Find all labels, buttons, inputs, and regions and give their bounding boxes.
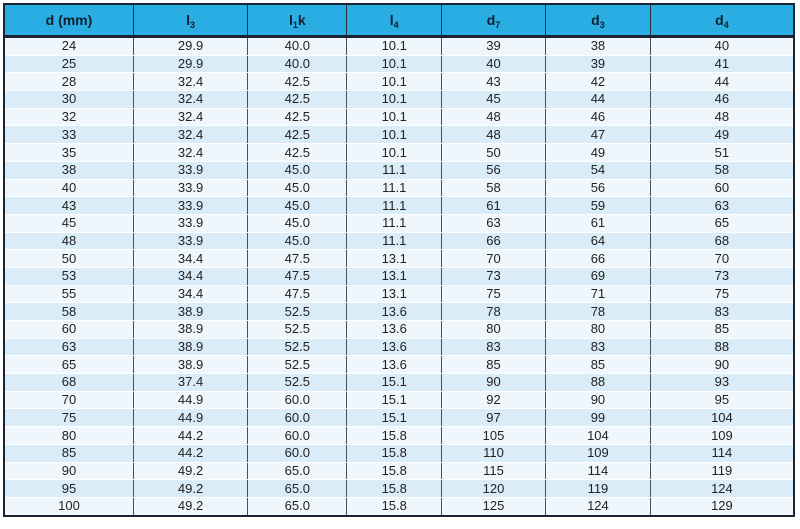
table-row	[5, 161, 793, 179]
table-cell: 32.4	[133, 144, 247, 162]
table-cell: 90	[650, 356, 793, 374]
table-cell: 32	[5, 108, 133, 126]
table-cell: 119	[546, 480, 651, 498]
table-cell: 29.9	[133, 55, 247, 73]
table-cell: 13.6	[347, 356, 442, 374]
table-cell: 75	[5, 409, 133, 427]
table-cell: 68	[650, 232, 793, 250]
table-cell: 10.1	[347, 91, 442, 109]
table-cell: 13.6	[347, 338, 442, 356]
table-cell: 39	[442, 37, 546, 56]
table-row	[5, 356, 793, 374]
table-cell: 44.2	[133, 427, 247, 445]
column-header-l3: $l_3$	[133, 5, 247, 37]
table-cell: 60	[5, 321, 133, 339]
table-cell: 32.4	[133, 126, 247, 144]
table-cell: 10.1	[347, 144, 442, 162]
table-row	[5, 126, 793, 144]
table-cell: 33.9	[133, 179, 247, 197]
table-row	[5, 444, 793, 462]
table-cell: 38	[5, 161, 133, 179]
table-cell: 85	[650, 321, 793, 339]
table-cell: 45	[5, 214, 133, 232]
table-cell: 73	[442, 267, 546, 285]
column-header-dmm: d (mm)	[5, 5, 133, 37]
table-row	[5, 108, 793, 126]
table-cell: 92	[442, 391, 546, 409]
table-cell: 63	[650, 197, 793, 215]
table-cell: 65	[5, 356, 133, 374]
table-cell: 10.1	[347, 108, 442, 126]
table-cell: 10.1	[347, 73, 442, 91]
table-cell: 38	[546, 37, 651, 56]
table-row	[5, 321, 793, 339]
table-cell: 95	[650, 391, 793, 409]
table-cell: 70	[5, 391, 133, 409]
table-cell: 90	[546, 391, 651, 409]
table-cell: 42.5	[248, 144, 347, 162]
table-cell: 65.0	[248, 480, 347, 498]
header-row	[5, 5, 793, 37]
table-frame	[3, 3, 795, 517]
table-cell: 124	[546, 497, 651, 515]
table-cell: 60.0	[248, 391, 347, 409]
table-cell: 15.8	[347, 462, 442, 480]
table-row	[5, 303, 793, 321]
table-cell: 11.1	[347, 232, 442, 250]
table-row	[5, 374, 793, 392]
table-cell: 11.1	[347, 197, 442, 215]
table-cell: 125	[442, 497, 546, 515]
table-cell: 42.5	[248, 108, 347, 126]
table-cell: 48	[650, 108, 793, 126]
table-cell: 60.0	[248, 409, 347, 427]
table-cell: 40.0	[248, 37, 347, 56]
table-cell: 88	[546, 374, 651, 392]
table-cell: 83	[546, 338, 651, 356]
table-cell: 13.1	[347, 285, 442, 303]
table-cell: 45.0	[248, 161, 347, 179]
table-cell: 83	[442, 338, 546, 356]
table-cell: 41	[650, 55, 793, 73]
table-cell: 73	[650, 267, 793, 285]
table-cell: 47.5	[248, 285, 347, 303]
dimensions-table	[5, 5, 793, 515]
table-cell: 40.0	[248, 55, 347, 73]
table-cell: 34.4	[133, 267, 247, 285]
table-cell: 47	[546, 126, 651, 144]
table-cell: 75	[650, 285, 793, 303]
table-cell: 47.5	[248, 250, 347, 268]
table-cell: 78	[546, 303, 651, 321]
table-cell: 34.4	[133, 285, 247, 303]
table-cell: 52.5	[248, 374, 347, 392]
table-cell: 44	[650, 73, 793, 91]
table-row	[5, 462, 793, 480]
table-cell: 15.8	[347, 427, 442, 445]
table-cell: 80	[442, 321, 546, 339]
column-header-d7: $d_7$	[442, 5, 546, 37]
table-cell: 28	[5, 73, 133, 91]
table-cell: 80	[546, 321, 651, 339]
table-cell: 15.1	[347, 409, 442, 427]
table-cell: 52.5	[248, 356, 347, 374]
table-cell: 44.9	[133, 391, 247, 409]
table-cell: 33.9	[133, 232, 247, 250]
table-cell: 43	[442, 73, 546, 91]
table-cell: 15.1	[347, 374, 442, 392]
table-cell: 56	[442, 161, 546, 179]
column-header-l1k: $l_1k$	[248, 5, 347, 37]
table-cell: 39	[546, 55, 651, 73]
table-cell: 46	[546, 108, 651, 126]
table-cell: 33.9	[133, 214, 247, 232]
table-cell: 45.0	[248, 179, 347, 197]
table-cell: 42.5	[248, 126, 347, 144]
table-cell: 44.2	[133, 444, 247, 462]
table-row	[5, 197, 793, 215]
table-cell: 15.8	[347, 480, 442, 498]
table-row	[5, 91, 793, 109]
table-cell: 58	[650, 161, 793, 179]
table-cell: 48	[442, 108, 546, 126]
table-cell: 68	[5, 374, 133, 392]
table-cell: 49.2	[133, 462, 247, 480]
table-cell: 43	[5, 197, 133, 215]
table-cell: 13.6	[347, 321, 442, 339]
table-cell: 129	[650, 497, 793, 515]
table-cell: 38.9	[133, 303, 247, 321]
table-cell: 35	[5, 144, 133, 162]
table-cell: 85	[442, 356, 546, 374]
column-header-d3: $d_3$	[546, 5, 651, 37]
table-row	[5, 250, 793, 268]
table-row	[5, 37, 793, 56]
table-cell: 115	[442, 462, 546, 480]
table-cell: 38.9	[133, 321, 247, 339]
table-cell: 44	[546, 91, 651, 109]
table-cell: 24	[5, 37, 133, 56]
table-cell: 40	[5, 179, 133, 197]
table-cell: 10.1	[347, 55, 442, 73]
table-cell: 29.9	[133, 37, 247, 56]
table-cell: 52.5	[248, 321, 347, 339]
table-cell: 44.9	[133, 409, 247, 427]
table-cell: 78	[442, 303, 546, 321]
table-cell: 42.5	[248, 91, 347, 109]
table-cell: 93	[650, 374, 793, 392]
table-row	[5, 409, 793, 427]
table-cell: 15.8	[347, 444, 442, 462]
table-cell: 50	[5, 250, 133, 268]
table-cell: 99	[546, 409, 651, 427]
table-cell: 42	[546, 73, 651, 91]
table-row	[5, 497, 793, 515]
table-cell: 34.4	[133, 250, 247, 268]
table-cell: 42.5	[248, 73, 347, 91]
table-cell: 65.0	[248, 462, 347, 480]
table-row	[5, 73, 793, 91]
table-cell: 104	[650, 409, 793, 427]
table-cell: 80	[5, 427, 133, 445]
table-row	[5, 55, 793, 73]
table-cell: 63	[5, 338, 133, 356]
table-cell: 100	[5, 497, 133, 515]
table-cell: 120	[442, 480, 546, 498]
table-cell: 104	[546, 427, 651, 445]
table-cell: 110	[442, 444, 546, 462]
table-cell: 83	[650, 303, 793, 321]
table-cell: 33.9	[133, 197, 247, 215]
table-row	[5, 427, 793, 445]
table-cell: 109	[546, 444, 651, 462]
table-cell: 61	[546, 214, 651, 232]
table-cell: 13.1	[347, 267, 442, 285]
table-cell: 85	[546, 356, 651, 374]
table-row	[5, 285, 793, 303]
table-cell: 10.1	[347, 126, 442, 144]
table-cell: 45.0	[248, 214, 347, 232]
table-cell: 33.9	[133, 161, 247, 179]
table-cell: 65	[650, 214, 793, 232]
table-cell: 49	[650, 126, 793, 144]
table-cell: 56	[546, 179, 651, 197]
column-header-l4: $l_4$	[347, 5, 442, 37]
table-cell: 60.0	[248, 427, 347, 445]
table-cell: 52.5	[248, 303, 347, 321]
table-cell: 11.1	[347, 161, 442, 179]
table-body	[5, 37, 793, 516]
table-cell: 52.5	[248, 338, 347, 356]
table-cell: 124	[650, 480, 793, 498]
column-header-d4: $d_4$	[650, 5, 793, 37]
table-header	[5, 5, 793, 37]
table-cell: 90	[442, 374, 546, 392]
table-cell: 54	[546, 161, 651, 179]
table-row	[5, 338, 793, 356]
table-cell: 40	[442, 55, 546, 73]
table-cell: 33	[5, 126, 133, 144]
table-cell: 51	[650, 144, 793, 162]
table-cell: 48	[5, 232, 133, 250]
table-cell: 11.1	[347, 214, 442, 232]
table-cell: 70	[442, 250, 546, 268]
table-cell: 25	[5, 55, 133, 73]
table-cell: 40	[650, 37, 793, 56]
table-row	[5, 391, 793, 409]
table-cell: 66	[442, 232, 546, 250]
table-cell: 49.2	[133, 497, 247, 515]
table-cell: 58	[5, 303, 133, 321]
table-cell: 32.4	[133, 73, 247, 91]
table-cell: 109	[650, 427, 793, 445]
table-cell: 58	[442, 179, 546, 197]
table-cell: 15.8	[347, 497, 442, 515]
table-cell: 50	[442, 144, 546, 162]
table-cell: 60	[650, 179, 793, 197]
table-cell: 70	[650, 250, 793, 268]
table-cell: 38.9	[133, 356, 247, 374]
table-cell: 71	[546, 285, 651, 303]
table-row	[5, 179, 793, 197]
table-row	[5, 214, 793, 232]
table-cell: 97	[442, 409, 546, 427]
table-cell: 47.5	[248, 267, 347, 285]
table-cell: 32.4	[133, 108, 247, 126]
table-cell: 48	[442, 126, 546, 144]
table-cell: 53	[5, 267, 133, 285]
table-cell: 45.0	[248, 232, 347, 250]
table-cell: 13.1	[347, 250, 442, 268]
table-cell: 49	[546, 144, 651, 162]
table-cell: 75	[442, 285, 546, 303]
table-cell: 60.0	[248, 444, 347, 462]
table-cell: 95	[5, 480, 133, 498]
table-cell: 119	[650, 462, 793, 480]
table-cell: 32.4	[133, 91, 247, 109]
table-cell: 46	[650, 91, 793, 109]
table-cell: 63	[442, 214, 546, 232]
table-cell: 15.1	[347, 391, 442, 409]
table-cell: 114	[546, 462, 651, 480]
table-cell: 45	[442, 91, 546, 109]
table-row	[5, 144, 793, 162]
table-cell: 65.0	[248, 497, 347, 515]
table-cell: 13.6	[347, 303, 442, 321]
table-cell: 10.1	[347, 37, 442, 56]
table-cell: 88	[650, 338, 793, 356]
table-cell: 59	[546, 197, 651, 215]
table-cell: 49.2	[133, 480, 247, 498]
table-row	[5, 267, 793, 285]
table-cell: 37.4	[133, 374, 247, 392]
table-cell: 69	[546, 267, 651, 285]
table-cell: 45.0	[248, 197, 347, 215]
table-cell: 66	[546, 250, 651, 268]
table-cell: 85	[5, 444, 133, 462]
table-cell: 11.1	[347, 179, 442, 197]
table-cell: 64	[546, 232, 651, 250]
table-cell: 61	[442, 197, 546, 215]
table-cell: 30	[5, 91, 133, 109]
table-cell: 105	[442, 427, 546, 445]
table-row	[5, 232, 793, 250]
table-cell: 114	[650, 444, 793, 462]
table-cell: 38.9	[133, 338, 247, 356]
table-row	[5, 480, 793, 498]
table-cell: 55	[5, 285, 133, 303]
table-cell: 90	[5, 462, 133, 480]
